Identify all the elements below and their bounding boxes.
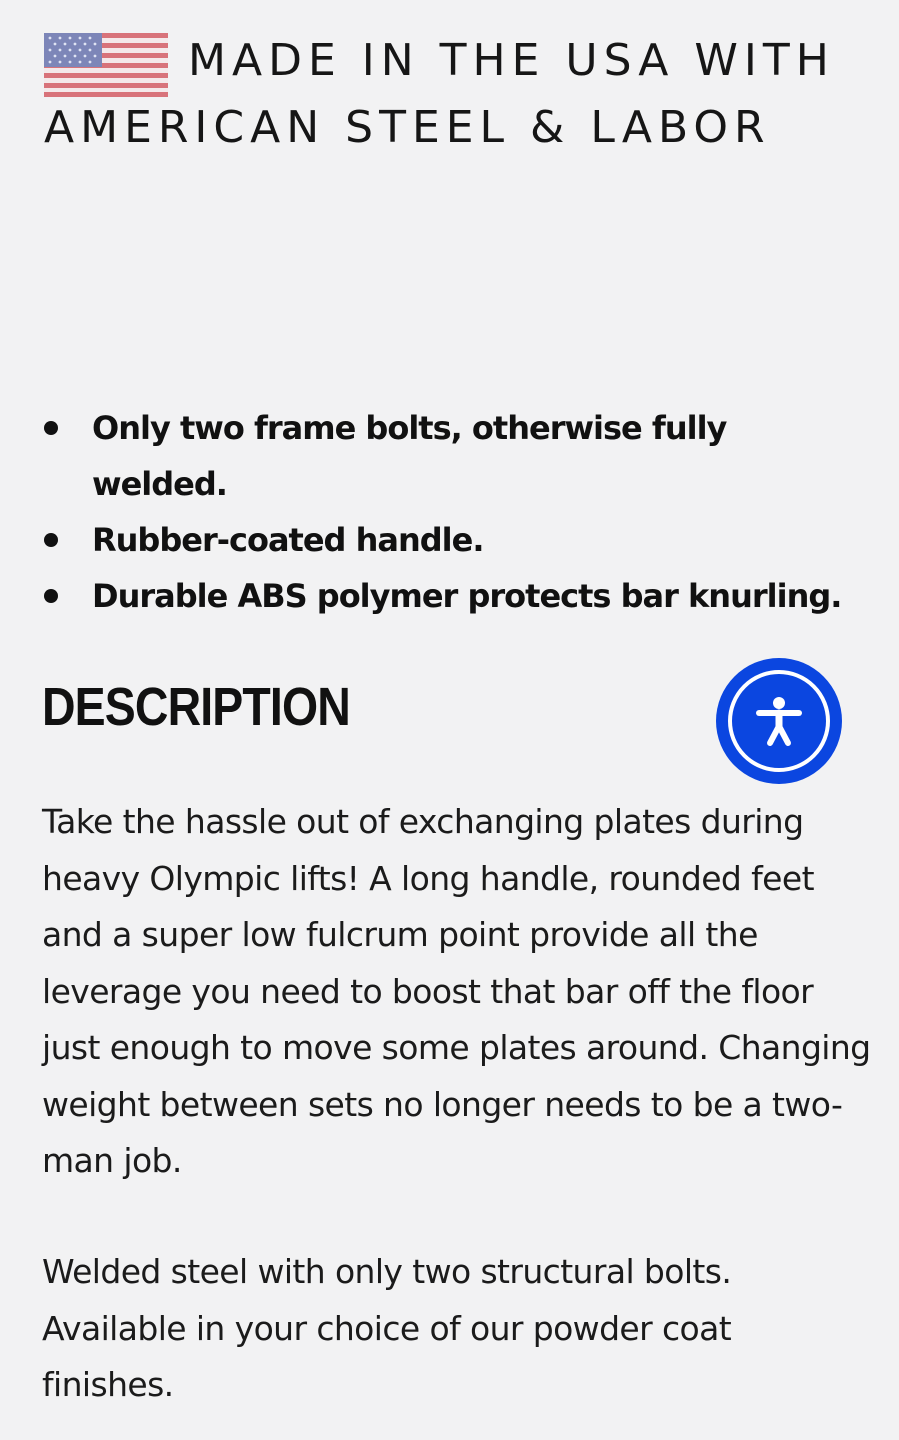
feature-list — [44, 400, 864, 624]
description-paragraph: Welded steel with only two structural bolts. Available in your choice of our powder coat finishes. — [42, 1252, 732, 1404]
feature-item — [44, 400, 864, 512]
description-paragraph: Take the hassle out of exchanging plates during heavy Olympic lifts! A long handle, rounded feet and a super low fulcrum point provide all the leverage you need to boost that bar off the floor just enough to move some plates around. Changing weight between sets no longer needs to be a two-man job. — [42, 802, 871, 1180]
feature-item-text: Only two frame bolts, otherwise fully welded. — [92, 409, 727, 503]
feature-item — [44, 568, 864, 624]
made-in-usa-banner — [44, 30, 864, 159]
feature-item-text: Durable ABS polymer protects bar knurling. — [92, 577, 842, 615]
banner-text: MADE IN THE USA WITH AMERICAN STEEL & LABOR — [44, 35, 835, 153]
accessibility-button[interactable] — [716, 658, 842, 784]
description-heading: DESCRIPTION — [42, 677, 350, 737]
feature-item — [44, 512, 864, 568]
us-flag-icon — [44, 33, 168, 97]
accessibility-person-icon — [747, 689, 811, 753]
feature-item-text: Rubber-coated handle. — [92, 521, 484, 559]
